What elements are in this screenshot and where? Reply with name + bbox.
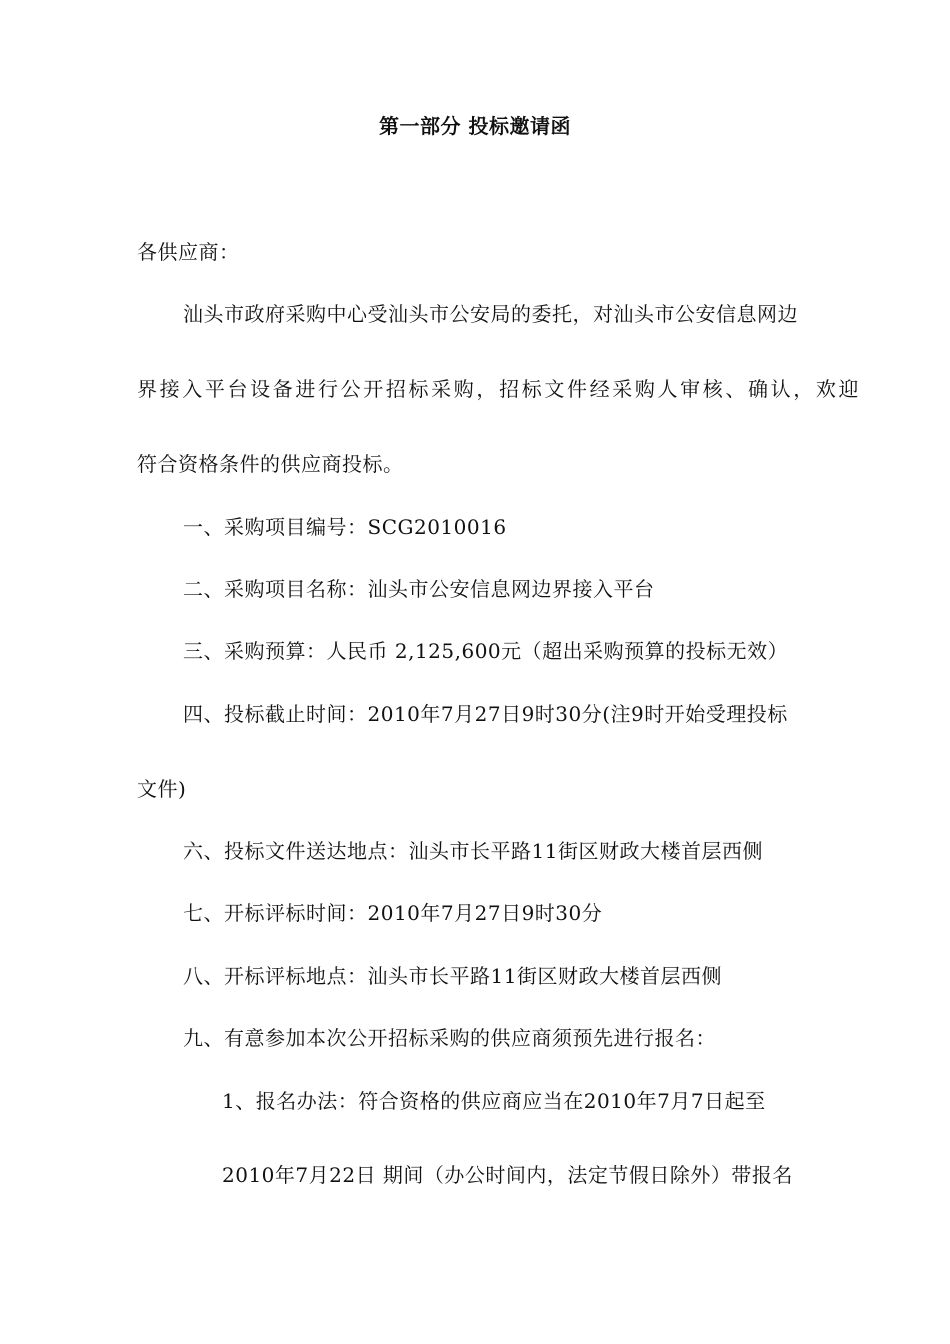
- item-delivery-location: 六、投标文件送达地点：汕头市长平路11街区财政大楼首层西侧: [183, 839, 763, 863]
- sub-item-registration-method-line-2: 2010年7月22日 期间（办公时间内，法定节假日除外）带报名: [222, 1163, 793, 1187]
- sub-item-registration-method-line-1: 1、报名办法：符合资格的供应商应当在2010年7月7日起至: [222, 1089, 766, 1113]
- salutation: 各供应商：: [137, 240, 240, 264]
- item-opening-time: 七、开标评标时间：2010年7月27日9时30分: [183, 901, 603, 925]
- item-opening-location: 八、开标评标地点：汕头市长平路11街区财政大楼首层西侧: [183, 964, 722, 988]
- intro-line-2: 界接入平台设备进行公开招标采购，招标文件经采购人审核、确认，欢迎: [137, 377, 859, 401]
- item-deadline-line-2: 文件): [137, 777, 187, 801]
- intro-line-1: 汕头市政府采购中心受汕头市公安局的委托，对汕头市公安信息网边: [183, 302, 798, 326]
- intro-line-3: 符合资格条件的供应商投标。: [137, 452, 404, 476]
- item-registration: 九、有意参加本次公开招标采购的供应商须预先进行报名：: [183, 1026, 716, 1050]
- item-project-name: 二、采购项目名称：汕头市公安信息网边界接入平台: [183, 577, 655, 601]
- item-project-number: 一、采购项目编号：SCG2010016: [183, 515, 507, 539]
- page-title: 第一部分 投标邀请函: [379, 114, 571, 138]
- item-budget: 三、采购预算：人民币 2,125,600元（超出采购预算的投标无效）: [183, 639, 789, 663]
- item-deadline-line-1: 四、投标截止时间：2010年7月27日9时30分(注9时开始受理投标: [183, 702, 788, 726]
